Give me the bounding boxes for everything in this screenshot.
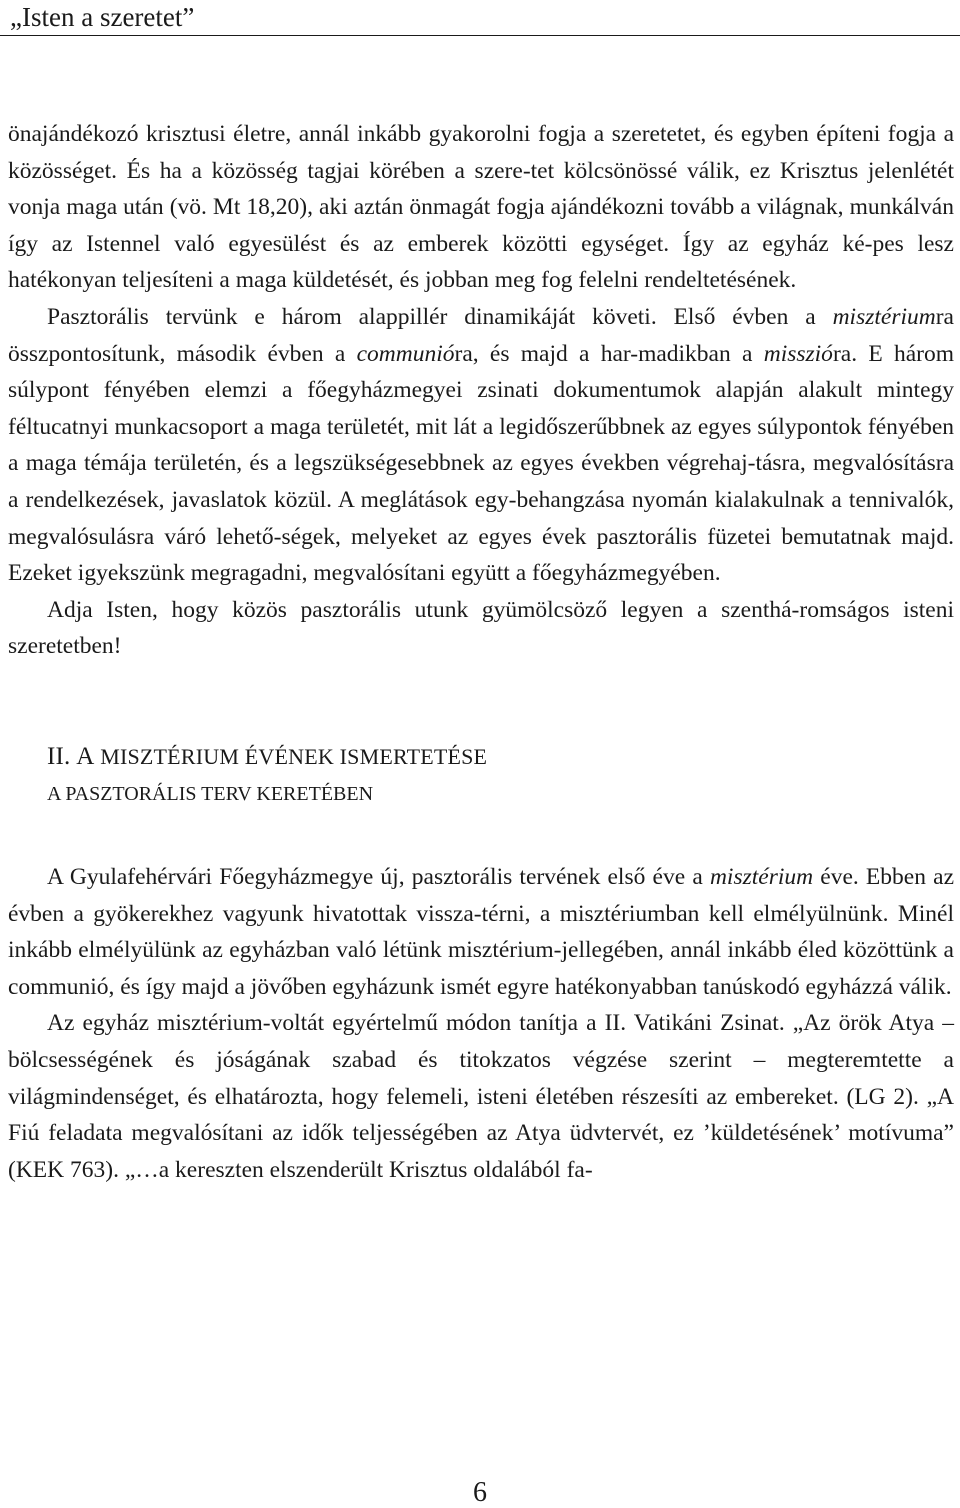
paragraph-1: önajándékozó krisztusi életre, annál inkább gyakorolni fogja a szeretetet, és egyben építeni fogja a közösséget. És ha a közösség tagjai körében a szere-tet kölcsönössé válik, ez Krisztus jelenlétét vonja maga után (vö. Mt 18,20), aki aztán önmagát fogja ajándékozni tovább a világnak, munkálván így az Istennel való egyesülést és az emberek közötti egységet. Így az egyház ké-pes lesz hatékonyan teljesíteni a maga küldetését, és jobban meg fog felelni rendeltetésének. (8, 121, 954, 294)
paragraph-2 (8, 299, 954, 592)
section-numeral: II. (47, 742, 71, 770)
spacer (8, 812, 954, 859)
paragraph-5: Az egyház misztérium-voltát egyértelmű módon tanítja a II. Vatikáni Zsinat. „Az örök Atya – bölcsességének és jóságának szabad és titokzatos végzése szerint – megteremtette a világmindenséget, és elhatározta, hogy felemeli, isteni életében részesíti az embereket. (LG 2). „A Fiú feladata megvalósítani az idők teljességében az Atya üdvtervét, ez ’küldetésének’ motívuma” (KEK 763). „…a kereszten elszenderült Krisztus oldalából fa- (8, 1010, 954, 1183)
paragraph-2-text-2: ra összpontosítunk, második évben a (8, 303, 954, 367)
paragraph-3: Adja Isten, hogy közös pasztorális utunk gyümölcsöző legyen a szenthá-romságos isteni szeretetben! (8, 596, 954, 660)
spacer (8, 665, 954, 739)
paragraph-2-italic-misszio: misszió (763, 340, 833, 367)
paragraph-2-text-1: Pasztorális tervünk e három alappillér dinamikáját követi. Első évben a (47, 303, 833, 330)
running-title: „Isten a szeretet” (10, 2, 195, 32)
header-rule (0, 35, 960, 36)
page-body (8, 116, 954, 1188)
paragraph-4 (8, 859, 954, 1005)
section-heading (8, 739, 954, 776)
paragraph-2-text-4: ra. E három súlypont fényében elemzi a főegyházmegyei zsinati dokumentumok alapján alakult mintegy féltucatnyi munkacsoport a maga területét, mit lát a legidőszerűbbnek az egyes súlypontok fényében a maga témája területén, és a legszükségesebbnek az egyes években végrehaj-tásra, megvalósításra a rendelkezések, javaslatok közül. A meglátások egy-behangzása nyomán kialakulnak a tennivalók, megvalósulásra váró lehető-ségek, melyeket az egyes évek pasztorális füzetei bemutatnak majd. Ezeket igyekszünk megragadni, megvalósítani együtt a főegyházmegyében. (8, 340, 954, 587)
paragraph-4-text-2: éve. Ebben az évben a gyökerekhez vagyunk hivatottak vissza-térni, a misztériumban kell elmélyülnünk. Minél inkább elmélyülünk az egyházban való létünk misztérium-jellegében, annál inkább éled közöttünk a communió, és így majd a jövőben egyházunk ismét egyre hatékonyabban tanúskodó egyházzá válik. (8, 864, 955, 1000)
section-heading-text: MISZTÉRIUM ÉVÉNEK ISMERTETÉSE (100, 743, 488, 769)
paragraph-4-italic-misztérium: misztérium (709, 864, 814, 891)
paragraph-2-italic-communio: communió (356, 340, 455, 367)
page-number: 6 (473, 1477, 487, 1508)
section-heading-initial: A (76, 742, 95, 770)
paragraph-4-text-1: A Gyulafehérvári Főegyházmegye új, pasztorális tervének első éve a (47, 864, 710, 891)
section-subheading: A PASZTORÁLIS TERV KERETÉBEN (47, 782, 374, 805)
paragraph-2-italic-misztérium: misztérium (832, 303, 936, 330)
paragraph-2-text-3: ra, és majd a har-madikban a (454, 340, 764, 367)
